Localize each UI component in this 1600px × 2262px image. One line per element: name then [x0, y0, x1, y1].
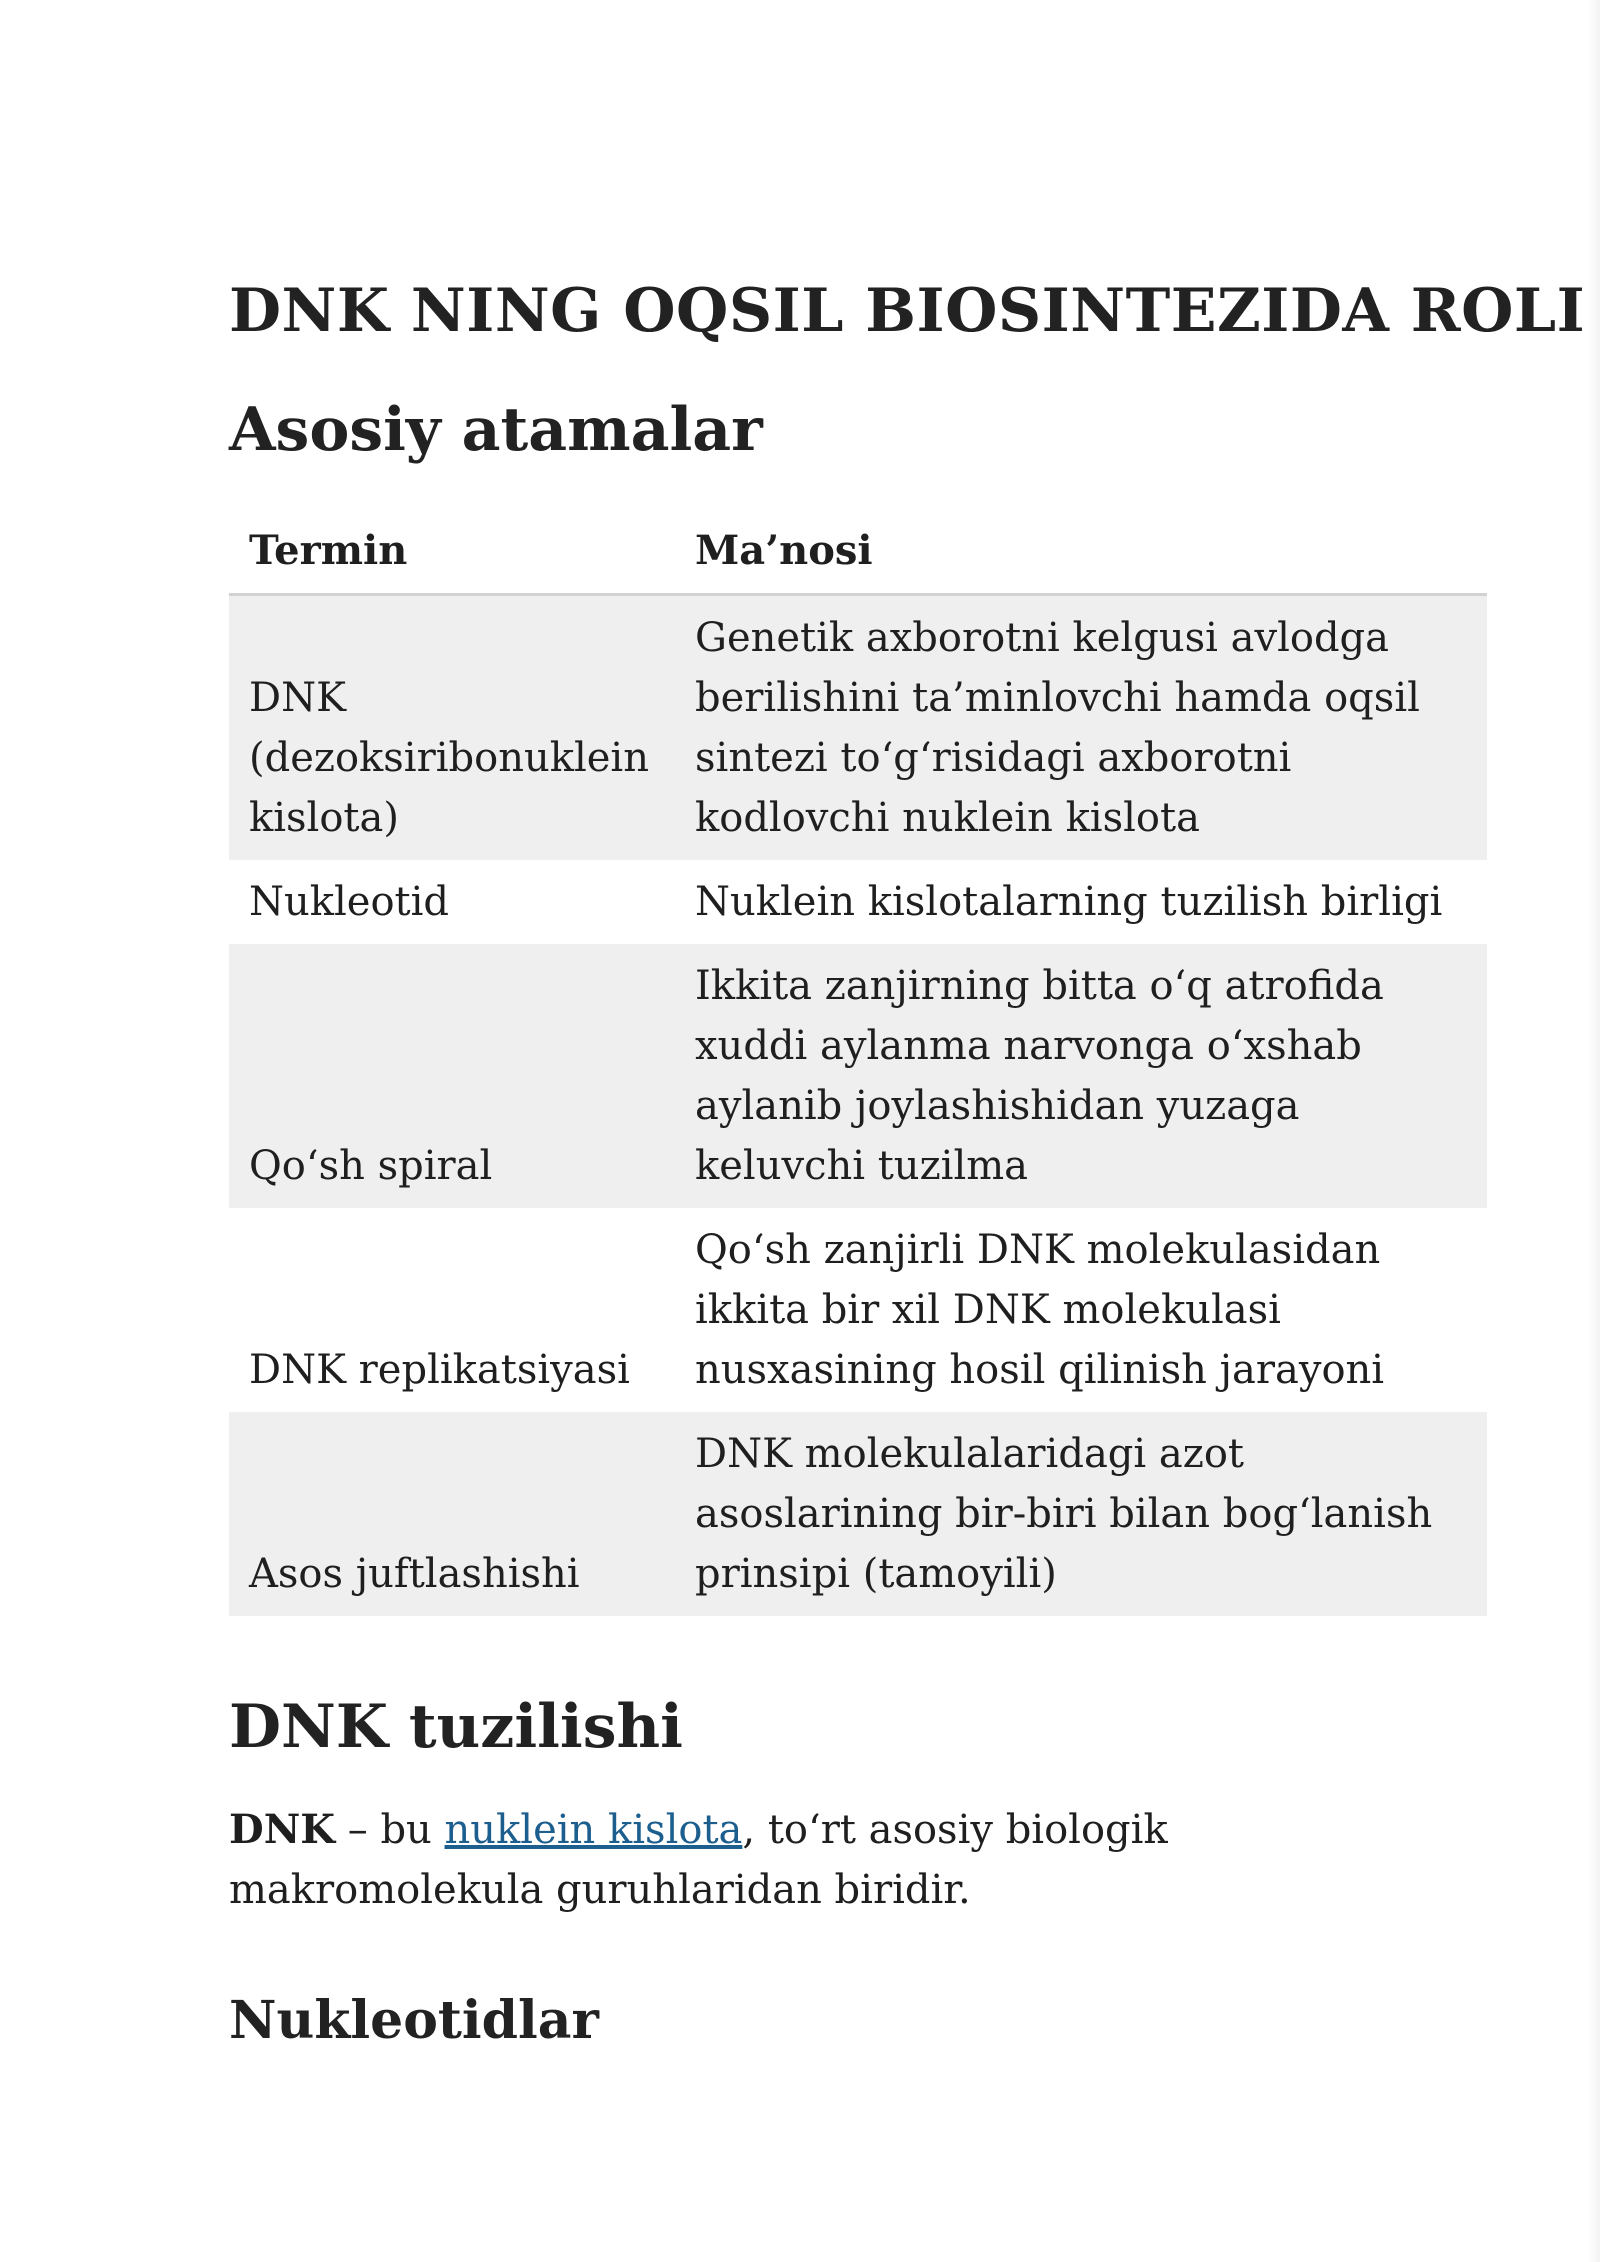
meaning-cell: Ikkita zanjirning bitta o‘q atrofida xuddi aylanma narvonga o‘xshab aylanib joylashishidan yuzaga keluvchi tuzilma: [675, 944, 1487, 1208]
document-title: DNK NING OQSIL BIOSINTEZIDA ROLI: [229, 276, 1586, 346]
table-row: [229, 860, 1487, 944]
subheading-nukleotidlar: Nukleotidlar: [229, 1990, 599, 2051]
table-header-row: [229, 516, 1487, 595]
term-cell: Qo‘sh spiral: [229, 944, 675, 1208]
section-heading-terms: Asosiy atamalar: [229, 395, 763, 465]
page-edge-shadow: [1588, 0, 1600, 2262]
nuklein-kislota-link[interactable]: nuklein kislota: [444, 1807, 743, 1853]
meaning-cell: DNK molekulalaridagi azot asoslarining bir-biri bilan bog‘lanish prinsipi (tamoyili): [675, 1412, 1487, 1616]
meaning-cell: Nuklein kislotalarning tuzilish birligi: [695, 879, 1443, 925]
term-cell: DNK (dezoksiribonuklein kislota): [229, 595, 675, 861]
column-header-term: Termin: [229, 516, 675, 595]
section-heading-structure: DNK tuzilishi: [229, 1692, 683, 1762]
meaning-cell: Qo‘sh zanjirli DNK molekulasidan ikkita bir xil DNK molekulasi nusxasining hosil qilinish jarayoni: [695, 1227, 1385, 1393]
dnk-term-bold: DNK: [229, 1806, 336, 1853]
column-header-meaning: Ma’nosi: [675, 516, 1487, 595]
table-row: [229, 1412, 1487, 1616]
term-cell: Asos juftlashishi: [229, 1412, 675, 1616]
paragraph-text-before-link: – bu: [335, 1807, 445, 1853]
term-cell: DNK replikatsiyasi: [249, 1347, 630, 1393]
dnk-definition-paragraph: [229, 1800, 1487, 1920]
table-row: [229, 1208, 1487, 1412]
table-row: [229, 595, 1487, 861]
table-row: [229, 944, 1487, 1208]
term-cell: Nukleotid: [249, 879, 450, 925]
terms-table: [229, 516, 1487, 1616]
paragraph-text-after-link: , to‘rt asosiy biologik makromolekula guruhlaridan biridir.: [229, 1807, 1168, 1913]
meaning-cell: Genetik axborotni kelgusi avlodga berilishini ta’minlovchi hamda oqsil sintezi to‘g‘risidagi axborotni kodlovchi nuklein kislota: [675, 595, 1487, 861]
